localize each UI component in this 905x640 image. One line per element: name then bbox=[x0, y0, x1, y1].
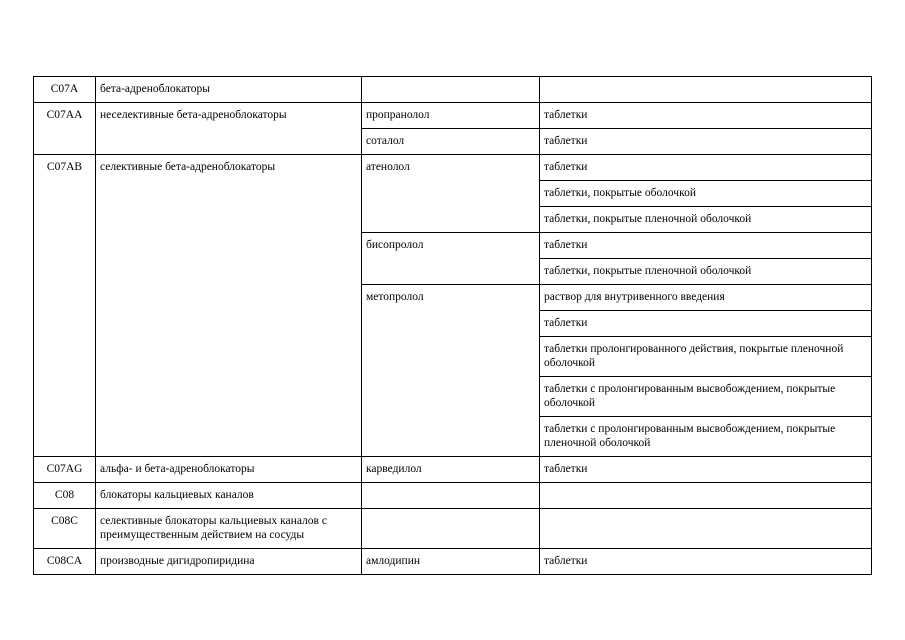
dosage-form-cell bbox=[540, 509, 872, 549]
atc-code-cell: C07AA bbox=[34, 103, 96, 155]
table-row bbox=[34, 483, 872, 509]
dosage-form-cell: таблетки, покрытые пленочной оболочкой bbox=[540, 259, 872, 285]
table-row bbox=[34, 155, 872, 181]
group-name-cell: селективные бета-адреноблокаторы bbox=[96, 155, 362, 457]
table-row bbox=[34, 77, 872, 103]
dosage-form-cell: таблетки bbox=[540, 233, 872, 259]
dosage-form-cell: таблетки пролонгированного действия, покрытые пленочной оболочкой bbox=[540, 337, 872, 377]
drug-name-cell: пропранолол bbox=[362, 103, 540, 129]
atc-code-cell: C07A bbox=[34, 77, 96, 103]
drug-name-cell: метопролол bbox=[362, 285, 540, 457]
table-row bbox=[34, 457, 872, 483]
drug-name-cell: карведилол bbox=[362, 457, 540, 483]
drug-name-cell bbox=[362, 77, 540, 103]
dosage-form-cell: таблетки, покрытые пленочной оболочкой bbox=[540, 207, 872, 233]
dosage-form-cell: таблетки bbox=[540, 103, 872, 129]
group-name-cell: неселективные бета-адреноблокаторы bbox=[96, 103, 362, 155]
atc-code-cell: C07AB bbox=[34, 155, 96, 457]
group-name-cell: альфа- и бета-адреноблокаторы bbox=[96, 457, 362, 483]
dosage-form-cell: таблетки bbox=[540, 457, 872, 483]
atc-code-cell: C08 bbox=[34, 483, 96, 509]
dosage-form-cell: таблетки с пролонгированным высвобождением, покрытые пленочной оболочкой bbox=[540, 417, 872, 457]
dosage-form-cell bbox=[540, 483, 872, 509]
drug-name-cell: соталол bbox=[362, 129, 540, 155]
drug-name-cell bbox=[362, 483, 540, 509]
drug-name-cell: бисопролол bbox=[362, 233, 540, 285]
table-row bbox=[34, 509, 872, 549]
dosage-form-cell: таблетки bbox=[540, 311, 872, 337]
group-name-cell: бета-адреноблокаторы bbox=[96, 77, 362, 103]
dosage-form-cell: таблетки bbox=[540, 155, 872, 181]
atc-code-cell: C08C bbox=[34, 509, 96, 549]
group-name-cell: селективные блокаторы кальциевых каналов с преимущественным действием на сосуды bbox=[96, 509, 362, 549]
dosage-form-cell: таблетки с пролонгированным высвобождением, покрытые оболочкой bbox=[540, 377, 872, 417]
dosage-form-cell: таблетки bbox=[540, 129, 872, 155]
table-row bbox=[34, 103, 872, 129]
atc-code-cell: C07AG bbox=[34, 457, 96, 483]
drug-name-cell bbox=[362, 509, 540, 549]
dosage-form-cell: таблетки bbox=[540, 549, 872, 575]
group-name-cell: блокаторы кальциевых каналов bbox=[96, 483, 362, 509]
table-row bbox=[34, 549, 872, 575]
drug-name-cell: атенолол bbox=[362, 155, 540, 233]
dosage-form-cell: раствор для внутривенного введения bbox=[540, 285, 872, 311]
dosage-form-cell: таблетки, покрытые оболочкой bbox=[540, 181, 872, 207]
dosage-form-cell bbox=[540, 77, 872, 103]
drug-classification-table bbox=[33, 76, 872, 575]
group-name-cell: производные дигидропиридина bbox=[96, 549, 362, 575]
drug-name-cell: амлодипин bbox=[362, 549, 540, 575]
atc-code-cell: C08CA bbox=[34, 549, 96, 575]
